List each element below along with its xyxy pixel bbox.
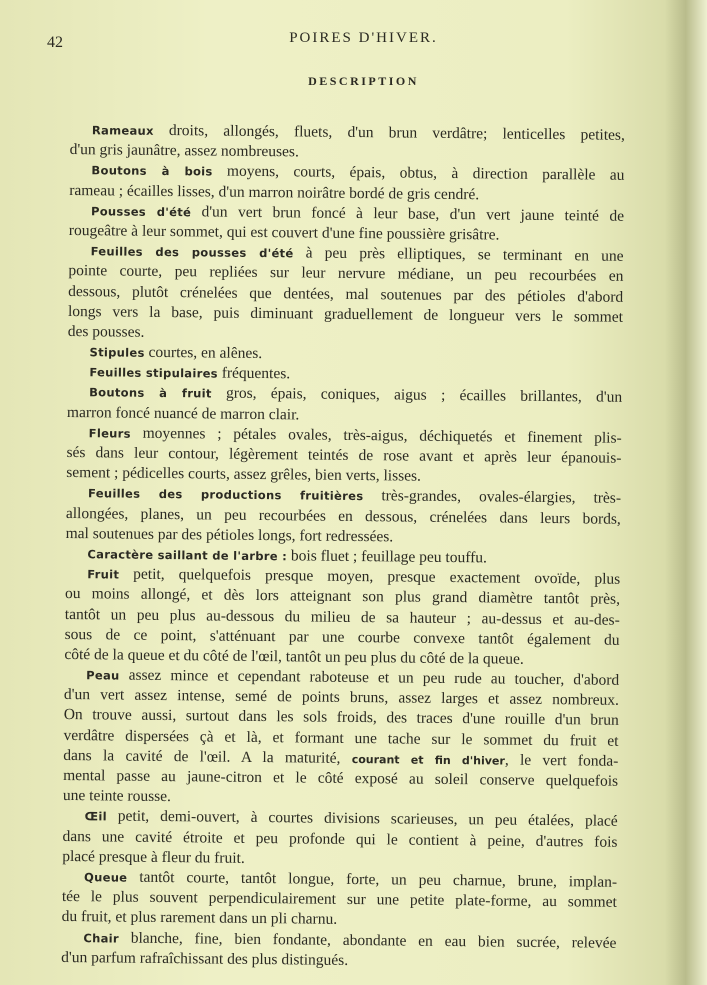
line-text: d'un parfum rafraîchissant des plus distingués. <box>61 948 349 969</box>
line-text: dans une cavité étroite et peu profonde qui le contient à peine, d'autres fois <box>62 827 618 851</box>
line-text: sous de ce point, s'atténuant par une courbe convexe tantôt également du <box>64 625 620 649</box>
paragraph-term: Feuilles des productions fruitières <box>88 486 364 504</box>
line-text: à peu près elliptiques, se terminant en une <box>293 244 624 265</box>
line-text: dans la cavité de l'œil. A la maturité, <box>63 746 352 767</box>
description-paragraph <box>62 806 618 872</box>
line-text: mal soutenues par des pétioles longs, fort redressées. <box>65 524 394 546</box>
line-text: marron foncé nuancé de marron clair. <box>66 403 300 424</box>
paragraph-term: Stipules <box>89 345 145 360</box>
description-paragraph <box>62 867 618 933</box>
paragraph-term: Caractère saillant de l'arbre : <box>87 547 288 564</box>
line-text: rougeâtre à leur sommet, qui est couvert d'une fine poussière grisâtre. <box>68 221 500 244</box>
description-paragraph <box>61 927 616 973</box>
line-text: longs vers la base, puis diminuant graduellement de longueur vers le sommet <box>67 302 624 326</box>
paragraph-term: Queue <box>83 870 128 885</box>
paragraph-term: Fleurs <box>88 426 131 441</box>
running-head: POIRES D'HIVER. <box>289 30 438 46</box>
line-text: côté de la queue et du côté de l'œil, tantôt un peu plus du côté de la queue. <box>64 645 524 668</box>
line-text: d'un vert brun foncé à leur base, d'un vert jaune teinté de <box>191 203 625 225</box>
line-text: moyennes ; pétales ovales, très-aigus, déchiquetés et finement plis- <box>130 424 622 447</box>
line-text: des pousses. <box>67 322 145 341</box>
line-text: placé presque à fleur du fruit. <box>62 847 245 867</box>
paragraph-term: Boutons à fruit <box>89 385 212 401</box>
paragraph-term: Boutons à bois <box>91 163 213 179</box>
line-text: pointe courte, peu repliées sur leur nervure médiane, un peu recourbées en <box>68 262 624 286</box>
paragraph-term: Feuilles stipulaires <box>89 365 218 381</box>
line-text: tée le plus souvent perpendiculairement sur une petite plate-forme, au sommet <box>61 888 617 911</box>
inline-bold-text: courant et fin d'hiver <box>351 752 505 768</box>
paragraph-term: Chair <box>83 930 120 946</box>
description-body <box>61 120 625 974</box>
line-text: allongées, planes, un peu recourbées en dessous, crénelées dans leurs bords, <box>65 504 621 528</box>
line-text: , le vert fonda- <box>504 751 619 770</box>
description-paragraph <box>69 160 624 206</box>
line-text: courtes, en alênes. <box>144 343 263 363</box>
line-text: verdâtre dispersées çà et là, et formant une tache sur le sommet du fruit et <box>63 726 619 750</box>
line-text: blanche, fine, bien fondante, abondante en eau bien sucrée, relevée <box>118 929 617 952</box>
description-paragraph <box>63 665 619 812</box>
description-paragraph <box>69 201 624 247</box>
paragraph-term: Feuilles des pousses d'été <box>90 244 294 261</box>
line-text: rameau ; écailles lisses, d'un marron noirâtre bordé de gris cendré. <box>69 181 480 203</box>
line-text: tantôt courte, tantôt longue, forte, un peu charnue, brune, implan- <box>127 868 618 891</box>
line-text: bois fluet ; feuillage peu touffu. <box>287 547 488 567</box>
line-text: très-grandes, ovales-élargies, très- <box>363 487 622 508</box>
line-text: petit, quelquefois presque moyen, presque exactement ovoïde, plus <box>119 565 621 588</box>
section-title: DESCRIPTION <box>308 74 419 88</box>
line-text: fréquentes. <box>217 364 291 383</box>
line-text: tantôt un peu plus au-dessous du milieu de sa hauteur ; au-dessus et au-des- <box>64 605 620 629</box>
line-text: une teinte rousse. <box>62 787 172 806</box>
description-paragraph <box>66 423 622 489</box>
line-text: droits, allongés, fluets, d'un brun verdâtre; lenticelles petites, <box>153 121 625 144</box>
description-paragraph <box>66 483 622 549</box>
description-paragraph <box>70 120 625 166</box>
paragraph-term: Œil <box>84 809 107 824</box>
description-paragraph <box>67 382 622 428</box>
description-paragraph <box>68 241 624 348</box>
line-text: mental passe au jaune-citron et le côté exposé au soleil conserve quelquefois <box>63 766 619 790</box>
description-paragraph <box>64 564 620 671</box>
line-text: d'un gris jaunâtre, assez nombreuses. <box>69 141 299 161</box>
paragraph-term: Pousses d'été <box>90 203 192 220</box>
line-text: du fruit, et plus rarement dans un pli charnu. <box>61 908 338 929</box>
paragraph-term: Peau <box>86 668 120 683</box>
line-text: moyens, courts, épais, obtus, à direction parallèle au <box>212 162 625 185</box>
line-text: gros, épais, coniques, aigus ; écailles brillantes, d'un <box>211 384 623 407</box>
line-text: dessous, plutôt crénelées que dentées, mal soutenues par des pétioles d'abord <box>68 282 624 306</box>
line-text: assez mince et cependant raboteuse et un peu rude au toucher, d'abord <box>119 666 620 689</box>
line-text: On trouve aussi, surtout dans les sols froids, des traces d'une rouille d'un brun <box>63 706 619 730</box>
page-number: 42 <box>47 34 63 51</box>
line-text: ou moins allongé, et dès lors atteignant son plus grand diamètre tantôt près, <box>64 585 621 609</box>
line-text: petit, demi-ouvert, à courtes divisions scarieuses, un peu étalées, placé <box>106 807 618 831</box>
line-text: sés dans leur contour, légèrement teintés de rose avant et après leur épanouis- <box>66 443 622 467</box>
line-text: d'un vert assez intense, semé de points bruns, assez larges et assez nombreux. <box>63 686 620 710</box>
line-text: sement ; pédicelles courts, assez grêles, bien verts, lisses. <box>66 464 422 485</box>
paragraph-term: Fruit <box>87 567 120 582</box>
paragraph-term: Rameaux <box>91 123 154 138</box>
